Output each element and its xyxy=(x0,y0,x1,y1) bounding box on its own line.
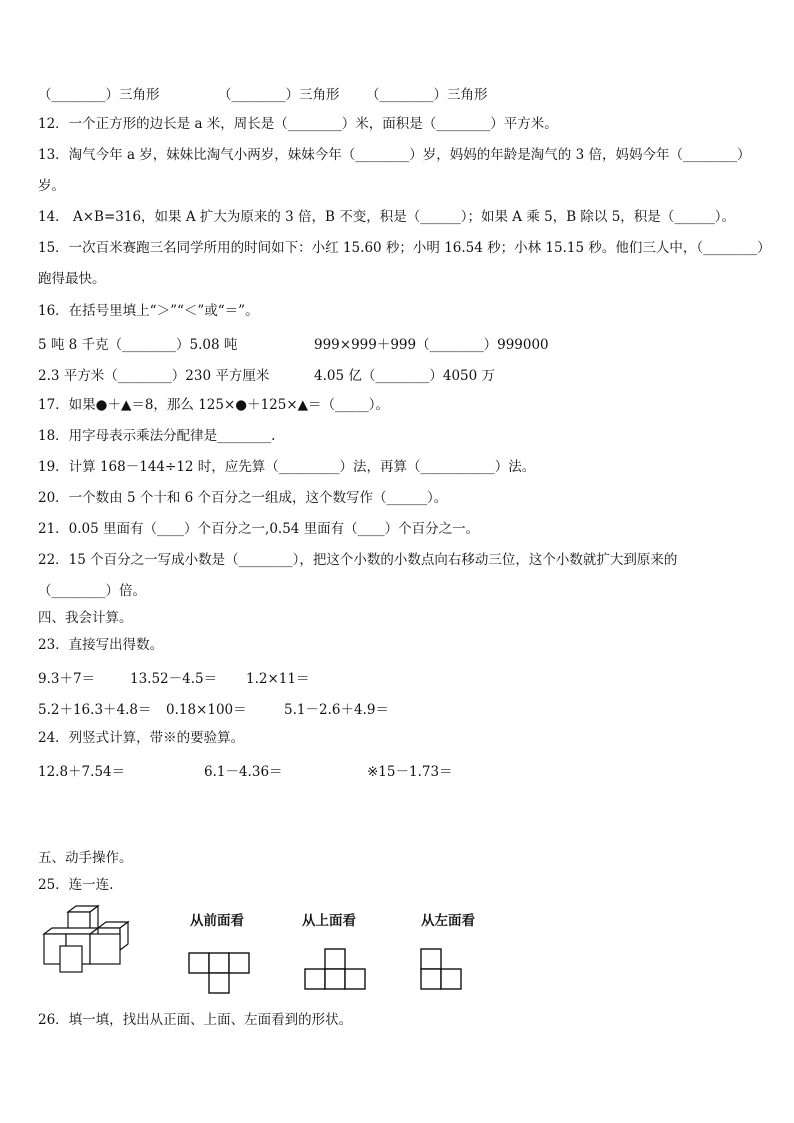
question-19: 19．计算 168－144÷12 时，应先算（_________）法，再算（___________）法。 xyxy=(38,459,536,475)
top-view-shape xyxy=(304,947,384,997)
question-18: 18．用字母表示乘法分配律是________. xyxy=(38,428,276,444)
question-23-item-c: 1.2×11＝ xyxy=(246,671,310,687)
triangle-answer-3: （________）三角形 xyxy=(366,87,488,103)
question-16: 16．在括号里填上“＞”“＜”或“＝”。 xyxy=(38,303,259,319)
question-17: 17．如果●＋▲＝8，那么 125×●＋125×▲＝（_____）。 xyxy=(38,397,390,413)
question-26: 26．填一填，找出从正面、上面、左面看到的形状。 xyxy=(38,1012,353,1028)
section-5-heading: 五、动手操作。 xyxy=(38,850,133,866)
question-16-item-c: 2.3 平方米（________）230 平方厘米 xyxy=(38,368,270,384)
question-24-item-a: 12.8＋7.54＝ xyxy=(38,764,126,780)
question-23-item-f: 5.1－2.6＋4.9＝ xyxy=(284,702,389,718)
question-13-line2: 岁。 xyxy=(38,178,65,194)
question-16-item-a: 5 吨 8 千克（________）5.08 吨 xyxy=(38,337,238,353)
triangle-answer-1: （________）三角形 xyxy=(38,87,160,103)
question-23-item-a: 9.3＋7＝ xyxy=(38,671,96,687)
question-24-item-c: ※15－1.73＝ xyxy=(367,764,453,780)
question-25: 25．连一连. xyxy=(38,877,114,893)
view-label-left: 从左面看 xyxy=(421,913,475,929)
left-view-shape xyxy=(420,947,480,997)
question-22-line1: 22．15 个百分之一写成小数是（________），把这个小数的小数点向右移动三位，这个小数就扩大到原来的 xyxy=(38,552,678,568)
question-14: 14． A×B=316，如果 A 扩大为原来的 3 倍，B 不变，积是（______）；如果 A 乘 5，B 除以 5，积是（______）。 xyxy=(38,209,736,225)
triangle-answer-2: （________）三角形 xyxy=(218,87,340,103)
question-13-line1: 13．淘气今年 a 岁，妹妹比淘气小两岁，妹妹今年（________）岁，妈妈的年龄是淘气的 3 倍，妈妈今年（________） xyxy=(38,147,751,163)
question-23-item-d: 5.2＋16.3＋4.8＝ xyxy=(38,702,152,718)
question-20: 20．一个数由 5 个十和 6 个百分之一组成，这个数写作（______）。 xyxy=(38,490,448,506)
question-23-item-b: 13.52－4.5＝ xyxy=(130,671,218,687)
question-12: 12．一个正方形的边长是 a 米，周长是（________）米，面积是（________）平方米。 xyxy=(38,116,558,132)
question-22-line2: （________）倍。 xyxy=(38,583,146,599)
question-16-item-d: 4.05 亿（________）4050 万 xyxy=(314,368,495,384)
question-23: 23．直接写出得数。 xyxy=(38,637,164,653)
question-16-item-b: 999×999＋999（________）999000 xyxy=(314,337,549,353)
question-15-line2: 跑得最快。 xyxy=(38,271,106,287)
question-21: 21．0.05 里面有（____）个百分之一,0.54 里面有（____）个百分之一。 xyxy=(38,521,480,537)
question-24: 24．列竖式计算，带※的要验算。 xyxy=(38,730,245,746)
question-23-item-e: 0.18×100＝ xyxy=(166,702,247,718)
section-4-heading: 四、我会计算。 xyxy=(38,610,133,626)
cube-stack-figure xyxy=(40,904,140,974)
question-15-line1: 15．一次百米赛跑三名同学所用的时间如下：小红 15.60 秒；小明 16.54 秒；小林 15.15 秒。他们三人中，（________） xyxy=(38,240,771,256)
front-view-shape xyxy=(188,951,268,997)
view-label-front: 从前面看 xyxy=(190,913,244,929)
view-label-top: 从上面看 xyxy=(302,913,356,929)
question-24-item-b: 6.1－4.36＝ xyxy=(204,764,283,780)
